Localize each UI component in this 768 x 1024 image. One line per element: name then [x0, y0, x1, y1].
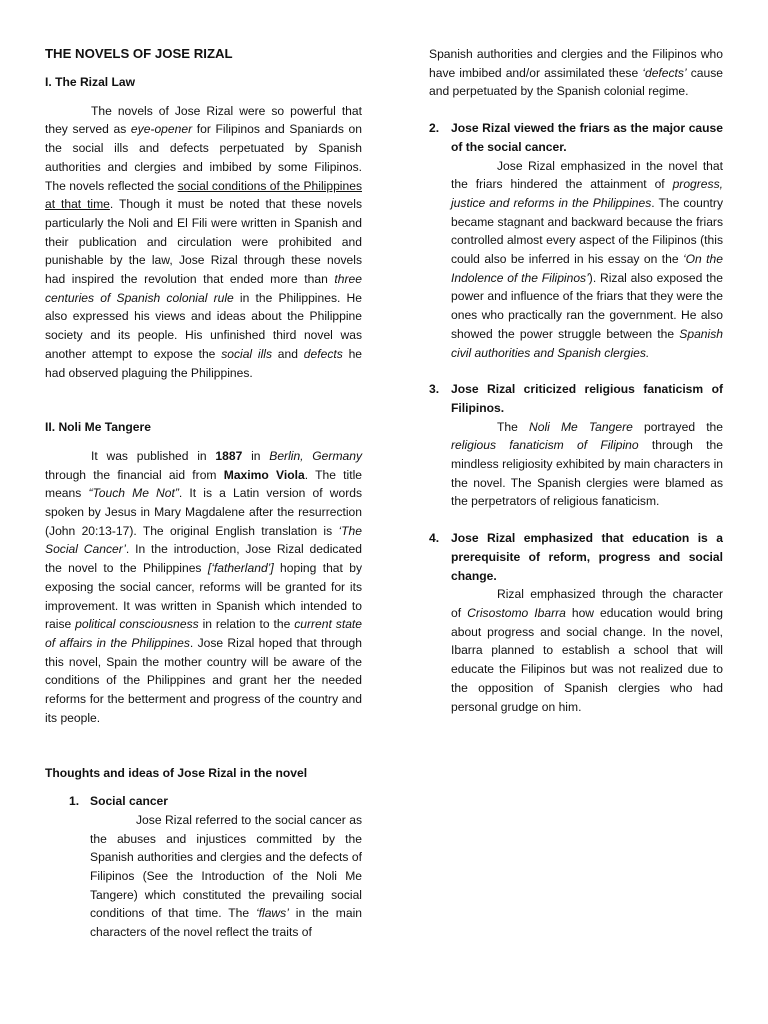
- noli-paragraph: It was published in 1887 in Berlin, Germany through the financial aid from Maximo Viola. The title means “Touch Me Not”. It is a Latin version of words spoken by Jesus in Mary Magdalene after the resurrection (John 20:13-17). The original English translation is ‘The Social Cancer’. In the introduction, Jose Rizal dedicated the novel to the Philippines [‘fatherland’] hoping that by exposing the social cancer, reforms will be granted for its improvement. It was written in Spanish which intended to raise political consciousness in relation to the current state of affairs in the Philippines. Jose Rizal hoped that through this novel, Spain the mother country will be aware of the conditions of the Philippines and grant her the needed reforms for the betterment and progress of the country and its people.: [45, 448, 363, 725]
- friars-paragraph: Jose Rizal emphasized in the novel that the friars hindered the attainment of progress, justice and reforms in the Philippines. The country became stagnant and backward because the friars controlled almost every aspect of the Filipinos (this could also be inferred in his essay on the ‘On the Indolence of the Filipinos’). Rizal also exposed the power and influence of the friars that they were the ones who practically ran the government. He also showed the power struggle between the Spanish civil authorities and Spanish clergies.: [451, 158, 723, 360]
- section-heading-noli: II. Noli Me Tangere: [45, 420, 151, 435]
- list-item-social-cancer: [45, 792, 362, 942]
- list-item-heading: Jose Rizal criticized religious fanaticism of Filipinos.: [451, 382, 723, 415]
- thoughts-heading: Thoughts and ideas of Jose Rizal in the novel: [45, 765, 308, 780]
- list-item-heading: Jose Rizal emphasized that education is a prerequisite of reform, progress and social change.: [451, 531, 723, 583]
- list-item-fanaticism: [429, 380, 723, 511]
- list-number: 3.: [429, 382, 440, 397]
- list-number: 4.: [429, 531, 440, 546]
- list-number: 1.: [69, 794, 80, 809]
- social-cancer-paragraph-continued: Spanish authorities and clergies and the Filipinos who have imbibed and/or assimilated these ‘defects’ cause and perpetuated by the Spanish colonial regime.: [429, 47, 723, 99]
- list-item-heading: Jose Rizal viewed the friars as the major cause of the social cancer.: [451, 121, 723, 154]
- list-item-education: [429, 529, 723, 716]
- left-column: [45, 45, 362, 942]
- page-title: THE NOVELS OF JOSE RIZAL: [45, 46, 233, 61]
- right-column: [429, 45, 723, 716]
- rizal-law-paragraph: The novels of Jose Rizal were so powerful that they served as eye-opener for Filipinos and Spaniards on the social ills and defects perpetuated by Spanish authorities and clergies and imbibed by some Filipinos. The novels reflected the social conditions of the Philippines at that time. Though it must be noted that these novels particularly the Noli and El Fili were written in Spanish and their publication and circulation were prohibited and punishable by the law, Jose Rizal through these novels had inspired the revolution that ended more than three centuries of Spanish colonial rule in the Philippines. He also expressed his views and ideas about the Philippine society and its people. His unfinished third novel was another attempt to expose the social ills and defects he had observed plaguing the Philippines.: [45, 103, 363, 380]
- social-cancer-paragraph: Jose Rizal referred to the social cancer as the abuses and injustices committed by the Spanish authorities and clergies and the defects of Filipinos (See the Introduction of the Noli Me Tangere) which constituted the prevailing social conditions of that time. The ‘flaws’ in the main characters of the novel reflect the traits of: [90, 812, 362, 940]
- fanaticism-paragraph: The Noli Me Tangere portrayed the religious fanaticism of Filipino through the mindless religiosity exhibited by main characters in the novel. The Spanish clergies were blamed as the perpetrators of religious fanaticism.: [451, 419, 724, 509]
- section-heading-rizal-law: I. The Rizal Law: [45, 75, 136, 89]
- list-item-heading: Social cancer: [90, 794, 168, 809]
- list-item-friars: [429, 119, 723, 362]
- education-paragraph: Rizal emphasized through the character of Crisostomo Ibarra how education would bring about progress and social change. In the novel, Ibarra planned to establish a school that will educate the Filipinos but was not realized due to the opposition of Spanish clergies who had personal grudge on him.: [451, 587, 723, 714]
- list-number: 2.: [429, 121, 440, 136]
